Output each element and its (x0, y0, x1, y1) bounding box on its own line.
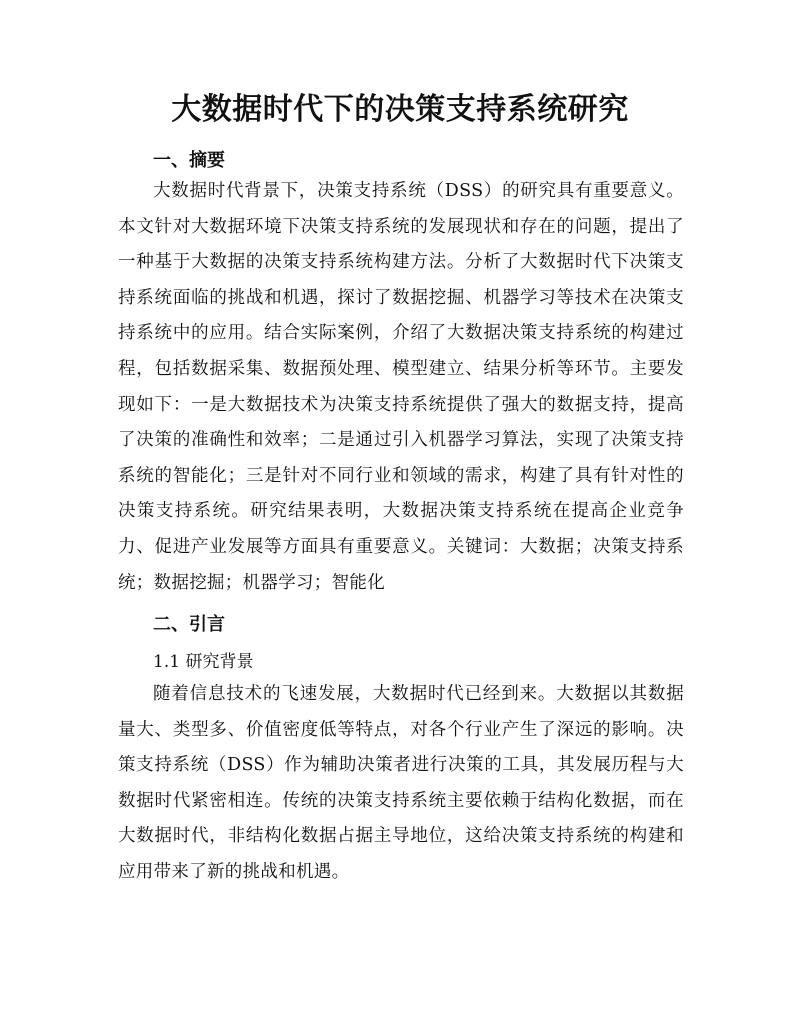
section-heading-introduction: 二、引言 (153, 614, 225, 635)
section-heading-abstract: 一、摘要 (153, 150, 225, 171)
document-title: 大数据时代下的决策支持系统研究 (171, 92, 629, 127)
abstract-paragraph: 大数据时代背景下，决策支持系统（DSS）的研究具有重要意义。本文针对大数据环境下决策支持系统的发展现状和存在的问题，提出了一种基于大数据的决策支持系统构建方法。分析了大数据时代下决策支持系统面临的挑战和机遇，探讨了数据挖掘、机器学习等技术在决策支持系统中的应用。结合实际案例，介绍了大数据决策支持系统的构建过程，包括数据采集、数据预处理、模型建立、结果分析等环节。主要发现如下：一是大数据技术为决策支持系统提供了强大的数据支持，提高了决策的准确性和效率；二是通过引入机器学习算法，实现了决策支持系统的智能化；三是针对不同行业和领域的需求，构建了具有针对性的决策支持系统。研究结果表明，大数据决策支持系统在提高企业竞争力、促进产业发展等方面具有重要意义。关键词：大数据；决策支持系统；数据挖掘；机器学习；智能化 (118, 181, 684, 593)
background-paragraph: 随着信息技术的飞速发展，大数据时代已经到来。大数据以其数据量大、类型多、价值密度低等特点，对各个行业产生了深远的影响。决策支持系统（DSS）作为辅助决策者进行决策的工具，其发展历程与大数据时代紧密相连。传统的决策支持系统主要依赖于结构化数据，而在大数据时代，非结构化数据占据主导地位，这给决策支持系统的构建和应用带来了新的挑战和机遇。 (118, 684, 684, 882)
subsection-heading-background: 1.1 研究背景 (153, 652, 254, 672)
